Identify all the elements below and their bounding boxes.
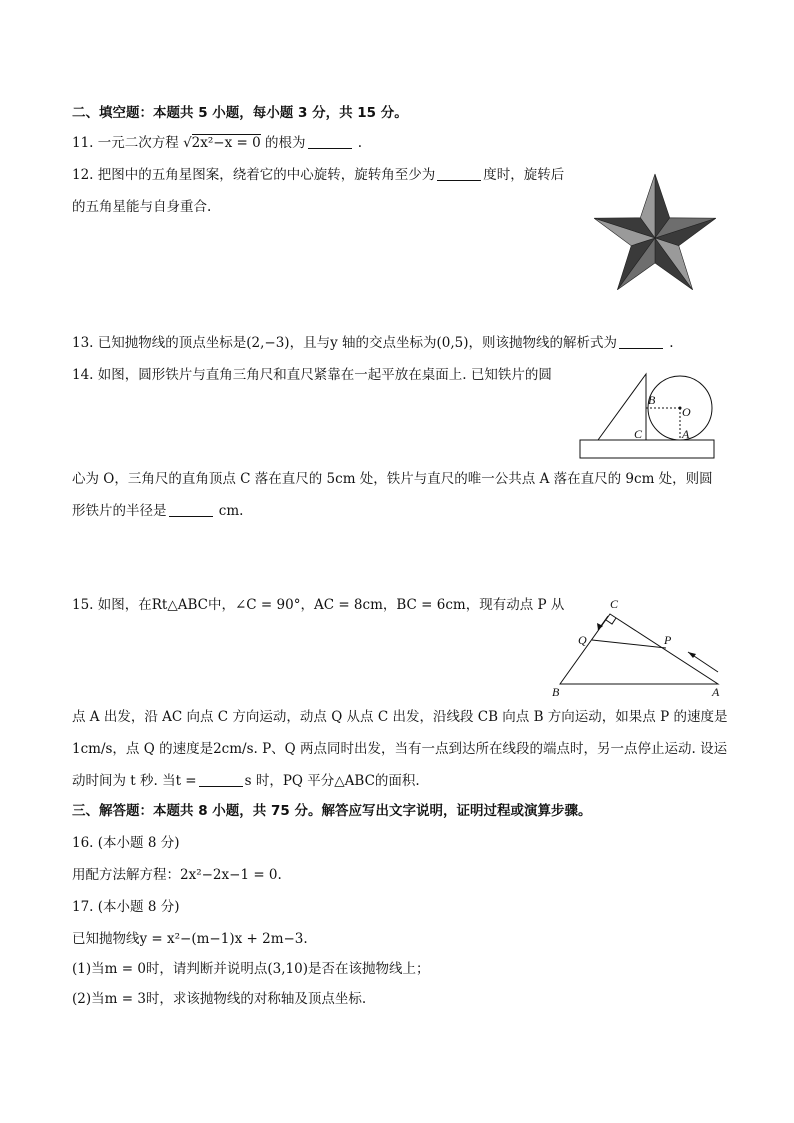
question-15-line-2: 点 A 出发，沿 AC 向点 C 方向运动，动点 Q 从点 C 出发，沿线段 CB 向点 B 方向运动，如果点 P 的速度是	[72, 709, 728, 725]
q11-end: .	[353, 135, 363, 151]
sqrt-symbol: √	[183, 135, 192, 151]
question-15-line-1: 15. 如图，在Rt△ABC中，∠C = 90°，AC = 8cm，BC = 6cm，现有动点 P 从	[72, 597, 565, 613]
q14-label-o: O	[682, 405, 691, 419]
question-13	[72, 334, 674, 352]
q11-suffix: 的根为	[260, 135, 306, 151]
q14-label-a: A	[682, 427, 690, 441]
five-point-star-figure	[588, 168, 722, 296]
question-16-body: 用配方法解方程：2x²−2x−1 = 0.	[72, 867, 282, 883]
q14-figure	[576, 366, 718, 462]
q15-label-p: P	[664, 633, 672, 647]
q12-answer-blank[interactable]	[437, 166, 481, 181]
q15-line4-prefix: 动时间为 t 秒. 当t =	[72, 773, 197, 789]
q14-line3-suffix: cm.	[214, 503, 244, 519]
q14-label-c: C	[634, 427, 643, 441]
q13-answer-blank[interactable]	[619, 334, 663, 349]
section-2-heading: 二、填空题：本题共 5 小题，每小题 3 分，共 15 分。	[72, 105, 408, 121]
q12-line1-prefix: 12. 把图中的五角星图案，绕着它的中心旋转，旋转角至少为	[72, 167, 436, 183]
q15-label-q: Q	[578, 633, 587, 647]
q15-line4-suffix: s 时，PQ 平分△ABC的面积.	[244, 773, 420, 789]
question-17-part-2: (2)当m = 3时，求该抛物线的对称轴及顶点坐标.	[72, 991, 367, 1007]
q14-line3-prefix: 形铁片的半径是	[72, 503, 167, 519]
ruler-rect	[580, 440, 714, 458]
question-17-body: 已知抛物线y = x²−(m−1)x + 2m−3.	[72, 931, 308, 947]
q13-end: .	[665, 335, 674, 351]
question-11	[72, 134, 362, 152]
q15-figure	[548, 596, 728, 700]
question-14-line-2: 心为 O，三角尺的直角顶点 C 落在直尺的 5cm 处，铁片与直尺的唯一公共点 A 落在直尺的 9cm 处，则圆	[72, 471, 713, 487]
question-15-line-3: 1cm/s，点 Q 的速度是2cm/s. P、Q 两点同时出发，当有一点到达所在线段的端点时，另一点停止运动. 设运	[72, 741, 728, 757]
q11-answer-blank[interactable]	[308, 134, 352, 149]
q11-prefix: 11. 一元二次方程	[72, 135, 184, 151]
question-17-part-1: (1)当m = 0时，请判断并说明点(3,10)是否在该抛物线上；	[72, 961, 430, 977]
segment-pq	[592, 640, 666, 648]
q12-line1-suffix: 度时，旋转后	[483, 167, 565, 183]
question-16-title: 16. (本小题 8 分)	[72, 835, 180, 851]
question-15-line-4	[72, 772, 420, 790]
section-3-heading: 三、解答题：本题共 8 小题，共 75 分。解答应写出文字说明，证明过程或演算步骤。	[72, 803, 592, 819]
question-12-line-2: 的五角星能与自身重合.	[72, 199, 212, 215]
question-12-line-1	[72, 166, 564, 184]
q14-label-b: B	[648, 393, 656, 407]
q11-equation: 2x²−x = 0	[191, 135, 261, 151]
question-17-title: 17. (本小题 8 分)	[72, 899, 180, 915]
q15-label-a: A	[712, 685, 720, 699]
question-14-line-1: 14. 如图，圆形铁片与直角三角尺和直尺紧靠在一起平放在桌面上. 已知铁片的圆	[72, 367, 552, 383]
q13-prefix: 13. 已知抛物线的顶点坐标是(2,−3)，且与y 轴的交点坐标为(0,5)，则该抛物线的解析式为	[72, 335, 617, 351]
q14-answer-blank[interactable]	[169, 502, 213, 517]
triangle-abc	[560, 614, 718, 684]
q15-label-c: C	[610, 597, 619, 611]
q15-answer-blank[interactable]	[199, 772, 243, 787]
question-14-line-3	[72, 502, 243, 520]
q15-label-b: B	[552, 685, 560, 699]
